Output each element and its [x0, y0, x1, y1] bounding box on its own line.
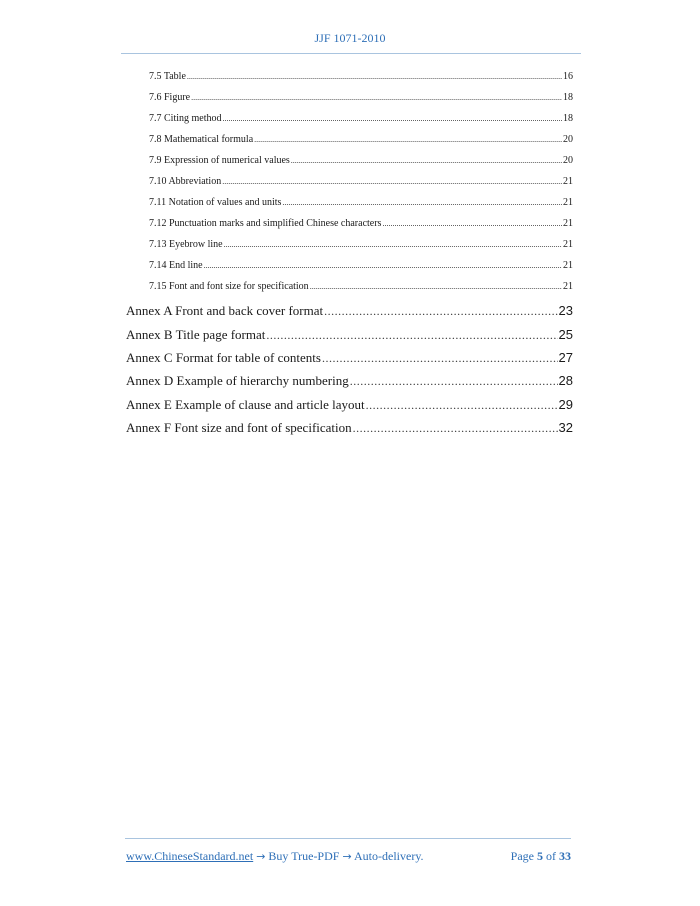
toc-entry-7-12[interactable] [149, 217, 573, 231]
buy-text: Buy True-PDF [268, 849, 340, 863]
toc-entry-label: 7.15 Font and font size for specification [149, 281, 309, 292]
toc-dot-leader [223, 112, 563, 126]
toc-entry-7-8[interactable] [149, 133, 573, 147]
toc-entry-annex-f[interactable] [126, 419, 573, 437]
page-footer [126, 849, 571, 864]
footer-divider [125, 838, 571, 839]
toc-entry-label: 7.11 Notation of values and units [149, 197, 282, 208]
toc-entry-7-10[interactable] [149, 175, 573, 189]
toc-entry-label: 7.8 Mathematical formula [149, 134, 254, 145]
header-divider [121, 53, 581, 54]
toc-dot-leader [350, 372, 558, 390]
toc-entry-7-7[interactable] [149, 112, 573, 126]
toc-entry-page: 18 [563, 113, 573, 124]
toc-dot-leader [310, 280, 562, 294]
page-current: 5 [537, 849, 543, 863]
toc-entry-label: 7.9 Expression of numerical values [149, 155, 290, 166]
toc-entry-annex-c[interactable] [126, 349, 573, 367]
page-indicator [511, 849, 571, 864]
toc-entry-annex-d[interactable] [126, 372, 573, 390]
toc-entry-7-15[interactable] [149, 280, 573, 294]
toc-entry-page: 32 [558, 420, 573, 435]
toc-dot-leader [222, 175, 562, 189]
toc-entry-annex-b[interactable] [126, 326, 573, 344]
toc-entry-page: 21 [563, 281, 573, 292]
toc-dot-leader [322, 349, 558, 367]
running-header: JJF 1071-2010 [314, 31, 386, 45]
toc-dot-leader [187, 70, 562, 84]
toc-entry-label: 7.10 Abbreviation [149, 176, 222, 187]
toc-entry-page: 29 [558, 397, 573, 412]
toc-entry-page: 25 [558, 327, 573, 342]
toc-entry-page: 21 [563, 239, 573, 250]
toc-entry-page: 21 [563, 218, 573, 229]
toc-dot-leader [382, 217, 562, 231]
toc-entry-annex-e[interactable] [126, 396, 573, 414]
toc-entry-7-5[interactable] [149, 70, 573, 84]
toc-entry-label: Annex A Front and back cover format [126, 303, 324, 318]
page-total: 33 [559, 849, 571, 863]
page-prefix: Page [510, 849, 534, 863]
toc-dot-leader [224, 238, 562, 252]
toc-entry-label: 7.5 Table [149, 71, 186, 82]
toc-entry-label: 7.6 Figure [149, 92, 191, 103]
toc-entry-page: 16 [563, 71, 573, 82]
toc-entry-label: Annex B Title page format [126, 327, 266, 342]
toc-entry-label: Annex F Font size and font of specification [126, 420, 352, 435]
toc-dot-leader [324, 302, 557, 320]
toc-entry-label: Annex C Format for table of contents [126, 350, 321, 365]
toc-dot-leader [254, 133, 562, 147]
toc-entry-label: 7.13 Eyebrow line [149, 239, 223, 250]
site-link[interactable]: www.ChineseStandard.net [126, 849, 254, 863]
toc-entry-7-9[interactable] [149, 154, 573, 168]
toc-entry-label: Annex D Example of hierarchy numbering [126, 373, 349, 388]
arrow-right-icon: → [256, 850, 266, 863]
delivery-text: Auto-delivery. [354, 849, 424, 863]
toc-entry-annex-a[interactable] [126, 302, 573, 320]
toc-entry-page: 18 [563, 92, 573, 103]
toc-entry-page: 21 [563, 260, 573, 271]
toc-entry-7-11[interactable] [149, 196, 573, 210]
toc-dot-leader [291, 154, 562, 168]
toc-entry-page: 23 [558, 303, 573, 318]
toc-dot-leader [353, 419, 558, 437]
toc-entry-label: 7.7 Citing method [149, 113, 222, 124]
toc-entry-7-6[interactable] [149, 91, 573, 105]
toc-dot-leader [282, 196, 562, 210]
page-of: of [546, 849, 556, 863]
toc-entry-page: 27 [558, 350, 573, 365]
arrow-right-icon: → [342, 850, 352, 863]
toc-entry-label: 7.14 End line [149, 260, 203, 271]
toc-entry-label: Annex E Example of clause and article layout [126, 397, 365, 412]
toc-entry-page: 20 [563, 155, 573, 166]
toc-dot-leader [366, 396, 558, 414]
toc-entry-label: 7.12 Punctuation marks and simplified Chinese characters [149, 218, 382, 229]
toc-entry-page: 20 [563, 134, 573, 145]
toc-dot-leader [266, 326, 557, 344]
toc-entry-7-14[interactable] [149, 259, 573, 273]
toc-entry-page: 28 [558, 373, 573, 388]
toc-entry-page: 21 [563, 197, 573, 208]
toc-dot-leader [204, 259, 562, 273]
toc-entry-page: 21 [563, 176, 573, 187]
toc-dot-leader [191, 91, 562, 105]
toc-entry-7-13[interactable] [149, 238, 573, 252]
footer-promo [126, 849, 424, 864]
